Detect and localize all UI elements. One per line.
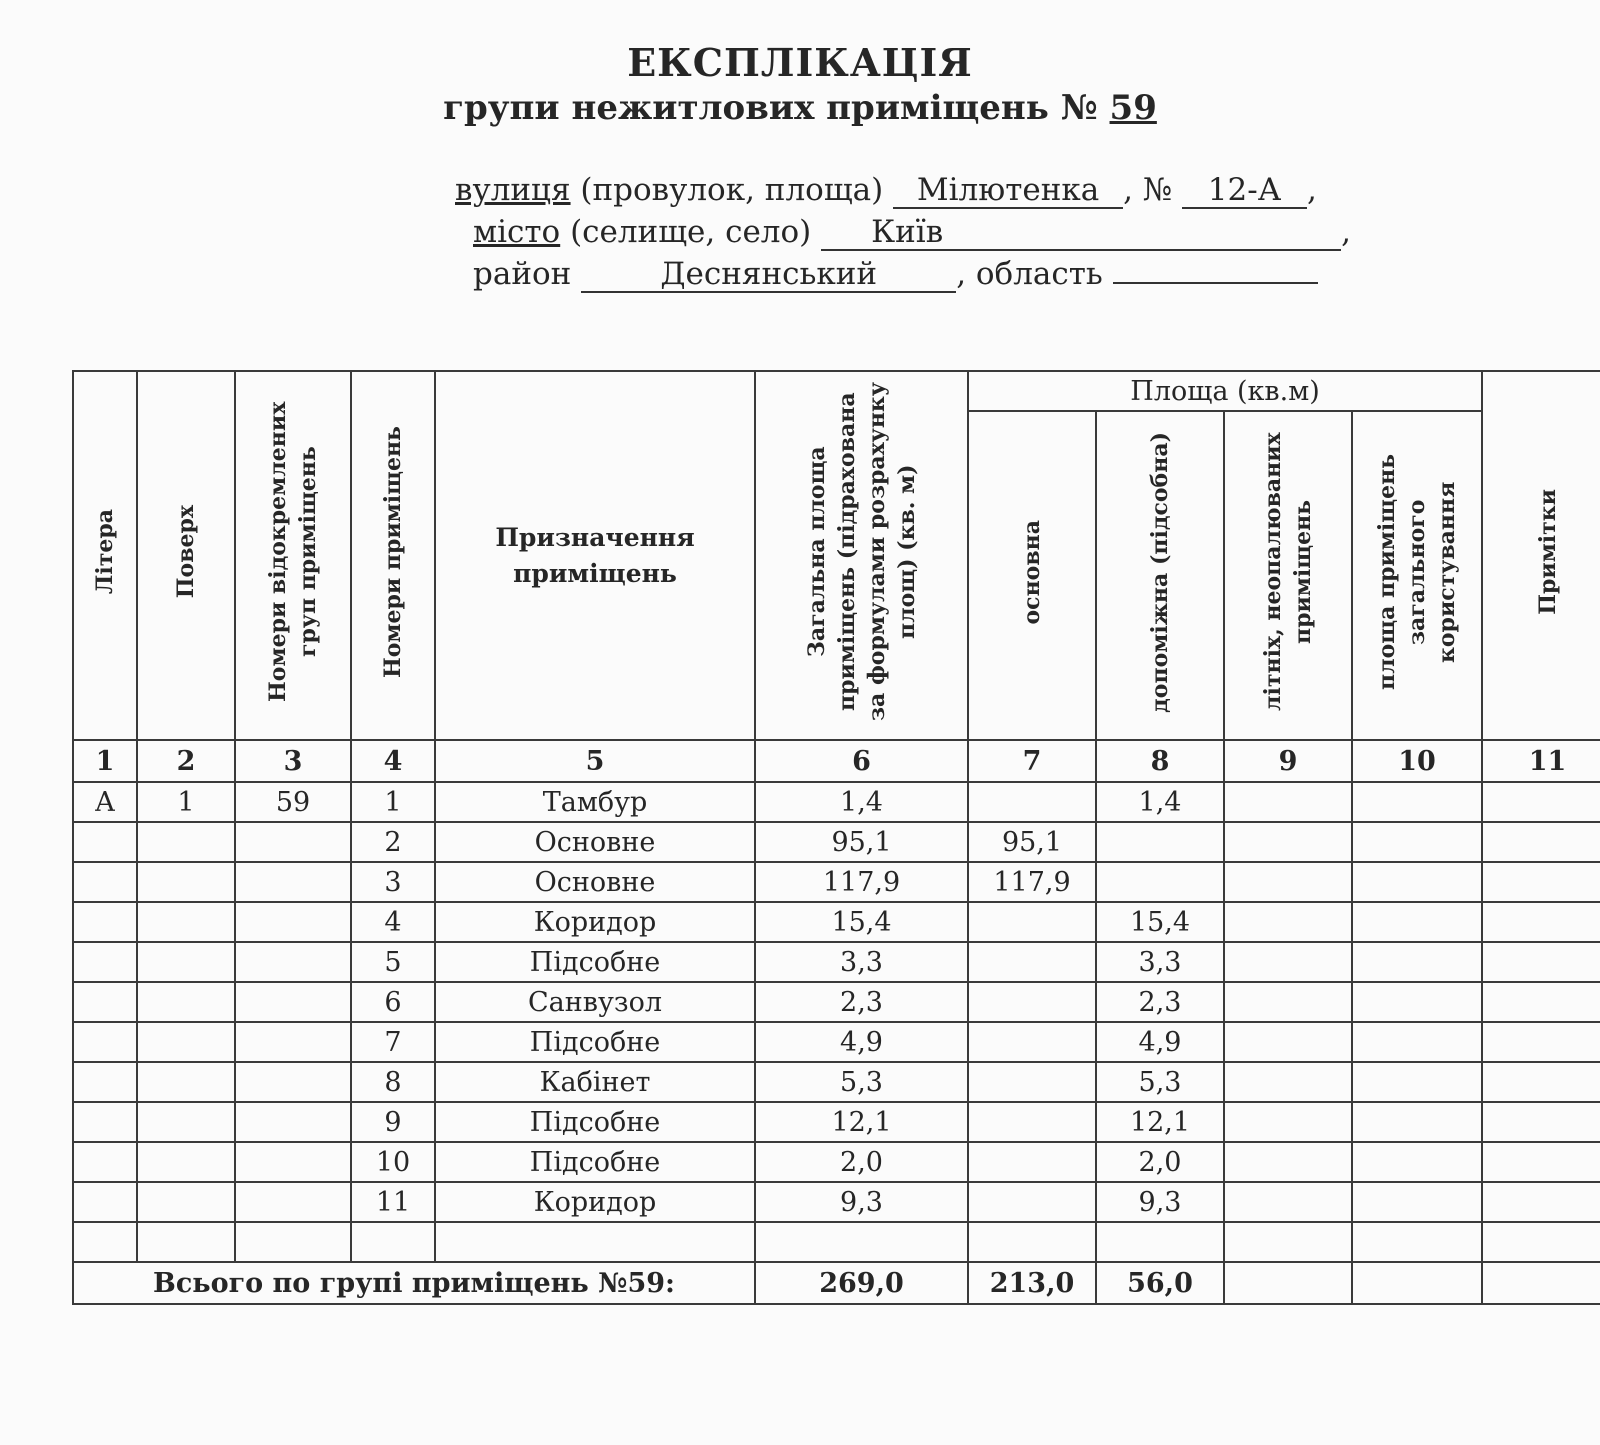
cell-litera: [73, 902, 137, 942]
cell-empty: [1482, 1102, 1600, 1142]
cell-room: 10: [351, 1142, 435, 1182]
cell-floor: [137, 982, 235, 1022]
street-label-word: вулиця: [455, 172, 571, 208]
cell-main-area: [968, 1182, 1096, 1222]
cell-group: [235, 1182, 351, 1222]
cell-empty: [1352, 982, 1482, 1022]
cell-total-area: 117,9: [755, 862, 968, 902]
cell-room: 2: [351, 822, 435, 862]
cell-total-area: 5,3: [755, 1062, 968, 1102]
column-number: 4: [351, 740, 435, 782]
number-label: , №: [1123, 172, 1173, 208]
cell-group: [235, 1142, 351, 1182]
city-value: Київ: [821, 215, 1341, 251]
cell-aux-area: 2,3: [1096, 982, 1224, 1022]
district-value: Деснянський: [581, 257, 956, 293]
cell-main-area: [968, 942, 1096, 982]
table-row: [73, 942, 1600, 982]
cell-room: 5: [351, 942, 435, 982]
cell-main-area: [968, 1022, 1096, 1062]
cell-litera: [73, 822, 137, 862]
city-label-word: місто: [473, 214, 561, 250]
cell-litera: [73, 1142, 137, 1182]
table-row: [73, 822, 1600, 862]
cell-empty: [1224, 1062, 1352, 1102]
document-subtitle: [0, 88, 1600, 128]
column-number: 9: [1224, 740, 1352, 782]
header-common: площа приміщень загального користування: [1352, 411, 1482, 740]
header-total-area: Загальна площа приміщень (підрахована за формулами розрахунку площ) (кв. м): [755, 371, 968, 740]
cell-floor: [137, 1062, 235, 1102]
cell-purpose: Підсобне: [435, 1022, 755, 1062]
cell-group: [235, 942, 351, 982]
column-number: 1: [73, 740, 137, 782]
cell-empty: [1482, 1062, 1600, 1102]
cell-floor: [137, 1102, 235, 1142]
cell-empty: [1224, 982, 1352, 1022]
cell-aux-area: [1096, 862, 1224, 902]
total-label: Всього по групі приміщень №59:: [73, 1262, 755, 1304]
number-value: 12-А: [1182, 173, 1307, 209]
cell-aux-area: 12,1: [1096, 1102, 1224, 1142]
cell-group: [235, 1062, 351, 1102]
cell-empty: [1482, 1142, 1600, 1182]
cell-total-area: 3,3: [755, 942, 968, 982]
cell-room: 9: [351, 1102, 435, 1142]
header-litera: Літера: [73, 371, 137, 740]
street-label-rest: (провулок, площа): [580, 172, 884, 208]
cell-empty: [1482, 862, 1600, 902]
cell-total-area: 12,1: [755, 1102, 968, 1142]
cell-litera: [73, 862, 137, 902]
subtitle-prefix: групи нежитлових приміщень №: [443, 88, 1098, 128]
table-row: [73, 1102, 1600, 1142]
cell-main-area: [968, 982, 1096, 1022]
cell-aux-area: 1,4: [1096, 782, 1224, 822]
table-row: [73, 982, 1600, 1022]
cell-room: 3: [351, 862, 435, 902]
cell-total-area: 9,3: [755, 1182, 968, 1222]
district-label: район: [473, 256, 572, 292]
cell-empty: [1482, 982, 1600, 1022]
total-row: [73, 1262, 1600, 1304]
cell-empty: [1482, 1022, 1600, 1062]
cell-empty: [1352, 782, 1482, 822]
cell-empty: [1482, 1182, 1600, 1222]
cell-floor: [137, 1142, 235, 1182]
cell-group: 59: [235, 782, 351, 822]
cell-main-area: [968, 782, 1096, 822]
table-row: [73, 1062, 1600, 1102]
cell-empty: [1352, 902, 1482, 942]
district-line: [473, 256, 1318, 293]
cell-empty: [1352, 1102, 1482, 1142]
cell-group: [235, 982, 351, 1022]
cell-empty: [1224, 1022, 1352, 1062]
cell-litera: А: [73, 782, 137, 822]
cell-group: [235, 1022, 351, 1062]
column-numbers-row: [73, 740, 1600, 782]
cell-aux-area: 5,3: [1096, 1062, 1224, 1102]
header-main: основна: [968, 411, 1096, 740]
cell-floor: [137, 942, 235, 982]
cell-litera: [73, 942, 137, 982]
table-row: [73, 782, 1600, 822]
street-line: вулиця (провулок, площа) Мілютенка , № 12-А ,: [455, 172, 1317, 208]
cell-room: 6: [351, 982, 435, 1022]
cell-group: [235, 1102, 351, 1142]
city-line: місто (селище, село) Київ ,: [473, 214, 1351, 250]
column-number: 10: [1352, 740, 1482, 782]
region-value: [1113, 282, 1318, 284]
room-rows: [73, 782, 1600, 1222]
total-main-sum: 213,0: [968, 1262, 1096, 1304]
column-number: 8: [1096, 740, 1224, 782]
header-auxiliary: допоміжна (підсобна): [1096, 411, 1224, 740]
cell-total-area: 95,1: [755, 822, 968, 862]
column-number: 3: [235, 740, 351, 782]
cell-empty: [1224, 862, 1352, 902]
cell-empty: [1352, 1182, 1482, 1222]
cell-aux-area: [1096, 822, 1224, 862]
cell-litera: [73, 1022, 137, 1062]
cell-litera: [73, 1102, 137, 1142]
header-purpose: Призначення приміщень: [435, 371, 755, 740]
cell-purpose: Основне: [435, 822, 755, 862]
column-number: 11: [1482, 740, 1600, 782]
cell-empty: [1352, 1062, 1482, 1102]
cell-empty: [1482, 942, 1600, 982]
table-row: [73, 1182, 1600, 1222]
cell-group: [235, 862, 351, 902]
street-value: Мілютенка: [893, 173, 1123, 209]
cell-aux-area: 3,3: [1096, 942, 1224, 982]
header-room-numbers: Номери приміщень: [351, 371, 435, 740]
cell-purpose: Підсобне: [435, 942, 755, 982]
cell-empty: [1224, 1182, 1352, 1222]
cell-litera: [73, 1182, 137, 1222]
cell-main-area: 95,1: [968, 822, 1096, 862]
column-number: 2: [137, 740, 235, 782]
cell-room: 4: [351, 902, 435, 942]
header-notes: Примітки: [1482, 371, 1600, 740]
cell-group: [235, 822, 351, 862]
cell-purpose: Санвузол: [435, 982, 755, 1022]
cell-empty: [1224, 1102, 1352, 1142]
cell-main-area: [968, 1102, 1096, 1142]
cell-aux-area: 2,0: [1096, 1142, 1224, 1182]
cell-room: 1: [351, 782, 435, 822]
group-number: 59: [1109, 88, 1157, 128]
cell-empty: [1482, 822, 1600, 862]
cell-aux-area: 4,9: [1096, 1022, 1224, 1062]
cell-main-area: 117,9: [968, 862, 1096, 902]
cell-purpose: Підсобне: [435, 1102, 755, 1142]
empty-row: [73, 1222, 1600, 1262]
table-row: [73, 862, 1600, 902]
cell-purpose: Підсобне: [435, 1142, 755, 1182]
table-row: [73, 1142, 1600, 1182]
cell-empty: [1352, 1142, 1482, 1182]
total-aux-sum: 56,0: [1096, 1262, 1224, 1304]
city-label-rest: (селище, село): [570, 214, 812, 250]
cell-total-area: 4,9: [755, 1022, 968, 1062]
cell-empty: [1352, 942, 1482, 982]
cell-litera: [73, 1062, 137, 1102]
cell-floor: [137, 1182, 235, 1222]
cell-total-area: 2,3: [755, 982, 968, 1022]
table-row: [73, 1022, 1600, 1062]
cell-room: 7: [351, 1022, 435, 1062]
header-group-numbers: Номери відокремлених груп приміщень: [235, 371, 351, 740]
header-area-group: Площа (кв.м): [968, 371, 1482, 411]
cell-main-area: [968, 902, 1096, 942]
cell-group: [235, 902, 351, 942]
cell-aux-area: 9,3: [1096, 1182, 1224, 1222]
cell-empty: [1352, 1022, 1482, 1062]
cell-empty: [1224, 902, 1352, 942]
cell-room: 11: [351, 1182, 435, 1222]
cell-floor: [137, 1022, 235, 1062]
table-row: [73, 902, 1600, 942]
cell-room: 8: [351, 1062, 435, 1102]
cell-empty: [1482, 782, 1600, 822]
cell-litera: [73, 982, 137, 1022]
cell-total-area: 15,4: [755, 902, 968, 942]
column-number: 7: [968, 740, 1096, 782]
region-label: , область: [956, 256, 1103, 292]
header-floor: Поверх: [137, 371, 235, 740]
cell-empty: [1224, 822, 1352, 862]
cell-empty: [1482, 902, 1600, 942]
cell-main-area: [968, 1062, 1096, 1102]
cell-aux-area: 15,4: [1096, 902, 1224, 942]
total-area-sum: 269,0: [755, 1262, 968, 1304]
column-number: 5: [435, 740, 755, 782]
cell-purpose: Тамбур: [435, 782, 755, 822]
cell-floor: [137, 822, 235, 862]
cell-empty: [1352, 862, 1482, 902]
cell-main-area: [968, 1142, 1096, 1182]
cell-empty: [1224, 1142, 1352, 1182]
cell-purpose: Коридор: [435, 902, 755, 942]
column-number: 6: [755, 740, 968, 782]
header-summer: літніх, неопалюваних приміщень: [1224, 411, 1352, 740]
cell-empty: [1352, 822, 1482, 862]
cell-empty: [1224, 782, 1352, 822]
cell-floor: [137, 902, 235, 942]
document-title: ЕКСПЛІКАЦІЯ: [627, 40, 973, 85]
cell-floor: 1: [137, 782, 235, 822]
cell-total-area: 2,0: [755, 1142, 968, 1182]
cell-total-area: 1,4: [755, 782, 968, 822]
cell-purpose: Кабінет: [435, 1062, 755, 1102]
cell-purpose: Основне: [435, 862, 755, 902]
cell-floor: [137, 862, 235, 902]
cell-empty: [1224, 942, 1352, 982]
explication-table: [72, 370, 1600, 1305]
cell-purpose: Коридор: [435, 1182, 755, 1222]
